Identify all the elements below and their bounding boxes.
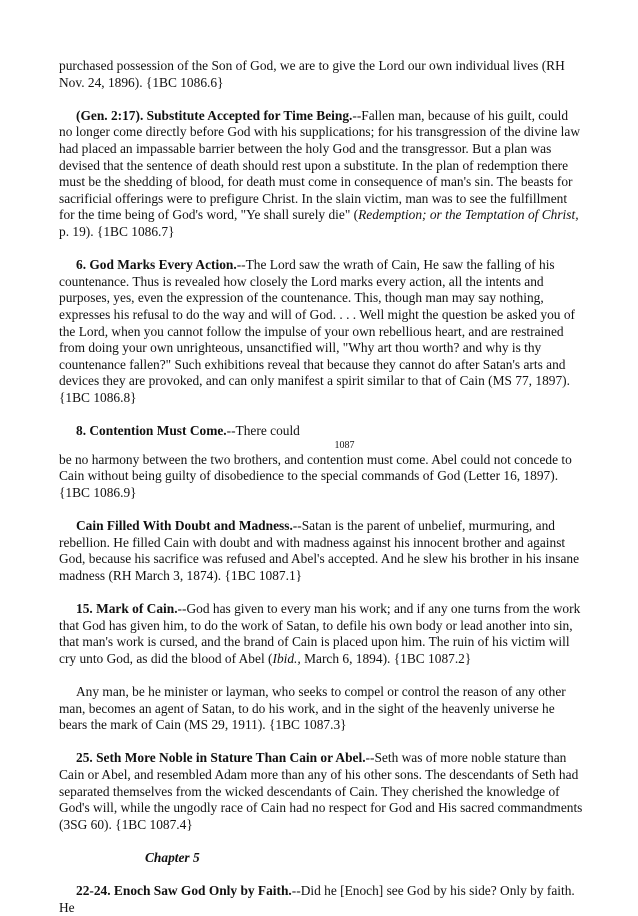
paragraph-heading: 25. Seth More Noble in Stature Than Cain or Abel.: [76, 750, 366, 766]
paragraph-text: --The Lord saw the wrath of Cain, He saw the falling of his countenance. Thus is revealed how closely the Lord marks every action, all the intents and purposes, yes, even the expression of the countenance. This, though man may say nothing, expresses his refusal to do the way and will of God. . . . Well might the question be asked you of the Lord, when you cannot follow the impulse of your own rebellious heart, and are restrained from doing your own unrighteous, unsanctified will, "Why art thou worth? and why is thy countenance fallen?" Such exhibitions reveal that because they cannot do after Satan's arts and devices they are provoked, and can only manifest a spirit similar to that of Cain (MS 77, 1897). {1BC 1086.8}: [59, 257, 575, 405]
paragraph-heading: 15. Mark of Cain.: [76, 601, 178, 616]
paragraph-text-end: March 6, 1894). {1BC 1087.2}: [300, 650, 472, 666]
paragraph-any-man: [59, 684, 583, 734]
page-number: 1087: [334, 439, 355, 451]
paragraph-text: --Did he [Enoch] see God by his side? Only by faith. He: [59, 883, 575, 915]
paragraph-seth-noble: [59, 750, 583, 833]
paragraph-text: --There could: [226, 423, 300, 439]
paragraph-cain-doubt: [59, 518, 583, 584]
paragraph-god-marks-action: [59, 257, 583, 406]
chapter-heading: Chapter 5: [145, 849, 200, 865]
document-page: [59, 58, 583, 916]
paragraph-enoch-faith: [59, 883, 583, 916]
paragraph-text-end: p. 19). {1BC 1086.7}: [59, 223, 175, 239]
paragraph-heading: 22-24. Enoch Saw God Only by Faith.: [76, 883, 292, 899]
paragraph-text: --Fallen man, because of his guilt, could no longer come directly before God with his supplications; for his transgression of the divine law had placed an impassable barrier between the holy God and the transgressor. But a plan was devised that the sentence of death should rest upon a substitute. In the plan of redemption there must be the shedding of blood, for death must come in consequence of man's sin. The beasts for sacrificial offerings were to prefigure Christ. In the slain victim, man was to see the fulfillment for the time being of God's word, "Ye shall surely die" (: [59, 107, 581, 223]
paragraph-text: purchased possession of the Son of God, we are to give the Lord our own individual lives (RH Nov. 24, 1896). {1BC 1086.6}: [59, 58, 565, 90]
paragraph-text-rest: be no harmony between the two brothers, and contention must come. Abel could not concede to Cain without being guilty of disobedience to the special commands of God (Letter 16, 1897). {1BC 1086.9}: [59, 451, 572, 500]
paragraph-continuation: [59, 58, 583, 91]
paragraph-text: --Seth was of more noble stature than Cain or Abel, and resembled Adam more than any of his other sons. The descendants of Seth had separated themselves from the wicked descendants of Cain. They cherished the knowledge of God's will, while the ungodly race of Cain had no respect for God and His sacred commandments (3SG 60). {1BC 1087.4}: [59, 750, 583, 832]
paragraph-heading: 6. God Marks Every Action.: [76, 257, 237, 273]
paragraph-substitute-accepted: [59, 108, 583, 241]
paragraph-heading: 8. Contention Must Come.: [76, 423, 227, 439]
paragraph-heading: Cain Filled With Doubt and Madness.: [76, 518, 293, 534]
paragraph-italic-title: Redemption; or the Temptation of Christ,: [358, 207, 579, 223]
paragraph-text: Any man, be he minister or layman, who seeks to compel or control the reason of any other man, becomes an agent of Satan, to do his work, and in the sight of the heavenly universe he bears the mark of Cain (MS 29, 1911). {1BC 1087.3}: [59, 683, 566, 733]
paragraph-italic-ref: Ibid.,: [272, 650, 301, 666]
paragraph-first-line: [59, 423, 583, 440]
paragraph-mark-of-cain: [59, 601, 583, 667]
paragraph-text: --God has given to every man his work; and if any one turns from the work that God has given him, to do the work of Satan, to defile his own body or lead another into sin, that man's work is cursed, and the brand of Cain is placed upon him. The ruin of his victim will cry unto God, as did the blood of Abel (: [59, 601, 581, 666]
paragraph-heading: (Gen. 2:17). Substitute Accepted for Time Being.: [76, 107, 353, 123]
paragraph-contention-must-come: [59, 423, 583, 501]
paragraph-text: --Satan is the parent of unbelief, murmuring, and rebellion. He filled Cain with doubt and with madness against his innocent brother and against God, because his sacrifice was refused and Abel's accepted. And he slew his brother in his insane madness (RH March 3, 1874). {1BC 1087.1}: [59, 518, 580, 583]
